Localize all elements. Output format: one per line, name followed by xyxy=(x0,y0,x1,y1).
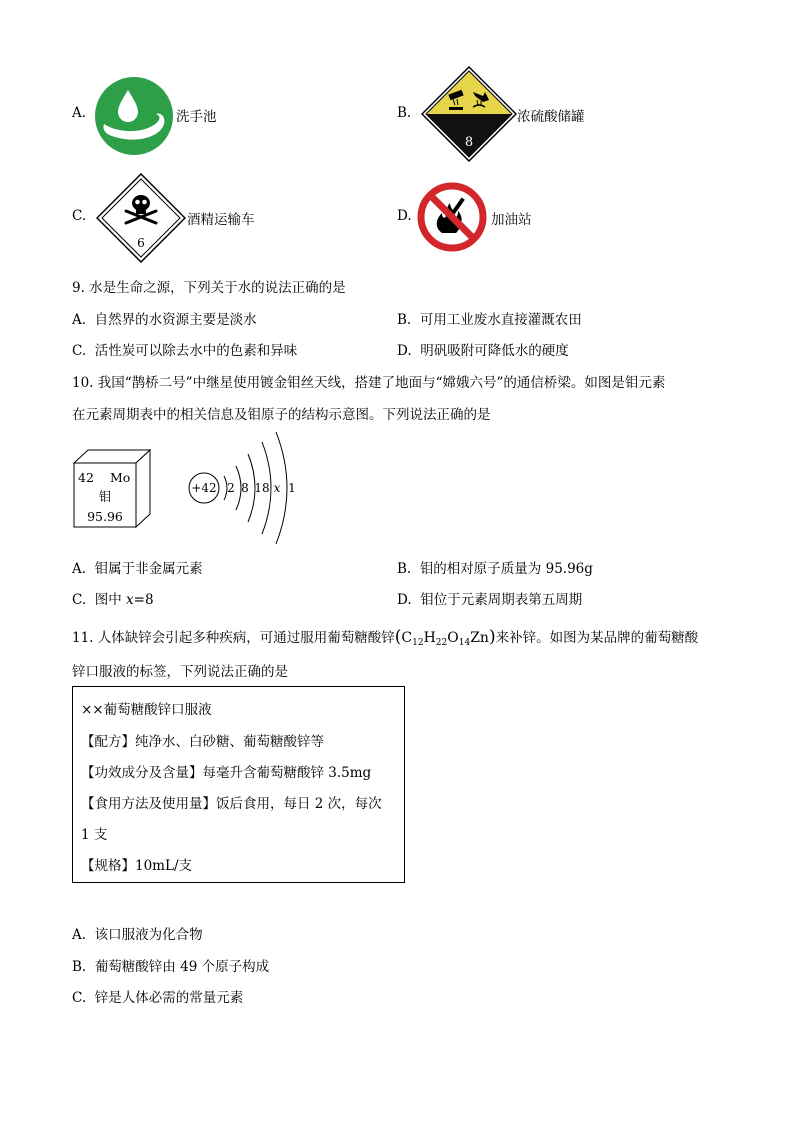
formula-zn: Zn xyxy=(470,630,489,646)
option-a xyxy=(72,308,257,328)
question-stem-line2: 锌口服液的标签，下列说法正确的是 xyxy=(72,664,288,680)
option-text: 该口服液为化合物 xyxy=(94,927,203,943)
question-stem-line2: 在元素周期表中的相关信息及钼原子的结构示意图。下列说法正确的是 xyxy=(72,407,491,423)
option-b xyxy=(72,955,269,975)
option-text: 葡萄糖酸锌由 49 个原子构成 xyxy=(94,959,270,975)
option-d xyxy=(397,588,582,608)
option-letter: B. xyxy=(397,312,412,328)
label-title: ××葡萄糖酸锌口服液 xyxy=(81,702,212,718)
toxic-skull-icon xyxy=(96,173,186,263)
formula-paren-close: ) xyxy=(488,627,496,647)
option-letter: A. xyxy=(72,105,87,121)
option-b xyxy=(397,308,582,328)
sign-number: 6 xyxy=(137,236,145,250)
option-label: 加油站 xyxy=(491,212,532,228)
option-a xyxy=(72,557,203,577)
option-letter: A. xyxy=(72,561,87,577)
stem-text: 来补锌。如图为某品牌的葡萄糖酸 xyxy=(495,630,699,646)
option-letter: C. xyxy=(72,592,87,608)
option-text-pre: 图中 xyxy=(94,592,127,608)
shell-5-electrons: 1 xyxy=(288,481,296,495)
option-letter: B. xyxy=(397,561,412,577)
option-text: 明矾吸附可降低水的硬度 xyxy=(420,343,569,359)
question-stem-line1 xyxy=(72,626,698,648)
option-text: 钼位于元素周期表第五周期 xyxy=(420,592,583,608)
option-letter: A. xyxy=(72,927,87,943)
atomic-number: 42 xyxy=(78,470,94,485)
option-letter: B. xyxy=(397,105,412,121)
option-c xyxy=(72,588,154,608)
option-variable: x xyxy=(126,592,134,608)
option-text: 可用工业废水直接灌溉农田 xyxy=(419,312,582,328)
option-text: 锌是人体必需的常量元素 xyxy=(94,990,244,1006)
shell-2-electrons: 8 xyxy=(241,481,249,495)
option-letter: C. xyxy=(72,990,87,1006)
option-text: 钼属于非金属元素 xyxy=(94,561,203,577)
label-ingredients: 【配方】纯净水、白砂糖、葡萄糖酸锌等 xyxy=(81,734,324,750)
option-label: 洗手池 xyxy=(176,109,217,125)
water-saving-icon xyxy=(94,76,174,156)
chemical-formula xyxy=(394,627,496,648)
product-label-box xyxy=(72,686,405,883)
stem-text: 11. 人体缺锌会引起多种疾病，可通过服用葡萄糖酸锌 xyxy=(72,630,395,646)
element-name: 钼 xyxy=(98,489,112,504)
label-content: 【功效成分及含量】每毫升含葡萄糖酸锌 3.5mg xyxy=(81,765,372,781)
formula-c-sub: 12 xyxy=(412,638,424,648)
option-letter: A. xyxy=(72,312,87,328)
atomic-mass: 95.96 xyxy=(87,509,123,524)
shell-3-electrons: 18 xyxy=(254,481,270,495)
nucleus-charge: +42 xyxy=(191,481,217,495)
label-spec: 【规格】10mL/支 xyxy=(81,858,192,874)
option-text: 钼的相对原子质量为 95.96g xyxy=(419,561,593,577)
option-label: 酒精运输车 xyxy=(187,212,255,228)
periodic-table-cell xyxy=(70,448,154,530)
option-d xyxy=(397,339,569,359)
atom-structure-diagram xyxy=(186,430,306,548)
option-text: 自然界的水资源主要是淡水 xyxy=(94,312,257,328)
formula-h-sub: 22 xyxy=(435,638,448,648)
question-stem: 9. 水是生命之源，下列关于水的说法正确的是 xyxy=(72,280,346,296)
formula-o-sub: 14 xyxy=(458,638,471,648)
option-a xyxy=(72,923,203,943)
formula-c: C xyxy=(401,630,413,646)
label-usage-cont: 1 支 xyxy=(81,827,108,843)
option-letter: D. xyxy=(397,592,412,608)
element-symbol: Mo xyxy=(110,470,131,485)
option-letter: D. xyxy=(397,343,412,359)
question-stem-line1: 10. 我国“鹊桥二号”中继星使用镀金钼丝天线，搭建了地面与“嫦娥六号”的通信桥梁。如图是钼元素 xyxy=(72,375,666,391)
shell-4-electrons: x xyxy=(273,481,281,495)
formula-o: O xyxy=(447,630,459,646)
shell-1-electrons: 2 xyxy=(227,481,235,495)
option-c xyxy=(72,986,243,1006)
corrosive-hazard-icon xyxy=(421,66,517,162)
option-text-post: =8 xyxy=(133,592,154,608)
option-letter: C. xyxy=(72,343,87,359)
sign-number: 8 xyxy=(464,135,474,150)
option-letter: B. xyxy=(72,959,87,975)
option-letter: D. xyxy=(397,208,412,224)
option-label: 浓硫酸储罐 xyxy=(517,109,585,125)
option-c xyxy=(72,339,297,359)
formula-paren-open: ( xyxy=(394,627,402,647)
option-text: 活性炭可以除去水中的色素和异味 xyxy=(94,343,298,359)
formula-h: H xyxy=(423,630,436,646)
option-letter: C. xyxy=(72,208,87,224)
no-fire-icon xyxy=(416,181,488,253)
option-b xyxy=(397,557,593,577)
label-usage: 【食用方法及使用量】饭后食用，每日 2 次，每次 xyxy=(81,796,382,812)
